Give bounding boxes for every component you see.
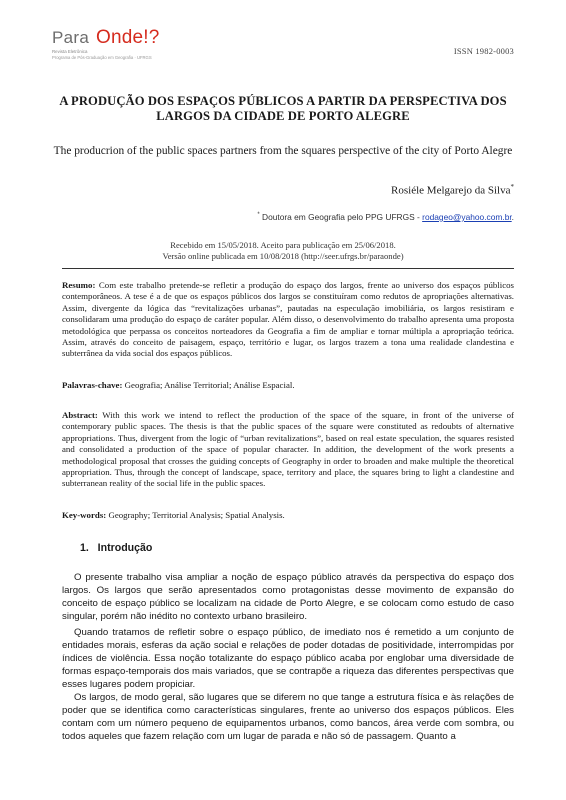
resumo-text: Com este trabalho pretende-se refletir a produção do espaço dos largos, frente ao universo dos espaços públicos contemporâneos. A tese é a de que os espaços públicos dos largos se constituíram como redutos de apropriações alternativas. Assim, divergente da lógica das “revitalizações urbanas”, pautadas na especulação imobiliária, os largos resistiram e consolidaram uma produção do espaço de caráter popular. Além disso, o desenvolvimento do trabalho apresenta uma proposta metodológica que perpassa os conceitos norteadores da Geografia a fim de ampliar e tornar múltipla a apropriação teórica. Assim, através do conceito de paisagem, espaço, território e lugar, os largos trazem a tona uma realidade clandestina e subterrânea da vida social dos espaços públicos. xyxy=(62,280,514,359)
article-title: A PRODUÇÃO DOS ESPAÇOS PÚBLICOS A PARTIR DA PERSPECTIVA DOS LARGOS DA CIDADE DE PORTO ALEGRE xyxy=(59,94,507,123)
author-footnote-mark: * xyxy=(510,183,514,191)
logo-program: Programa de Pós-Graduação em Geografia · UFRGS xyxy=(52,55,152,60)
online-version-line: Versão online publicada em 10/08/2018 (http://seer.ufrgs.br/paraonde) xyxy=(162,251,404,261)
key-words-text: Geography; Territorial Analysis; Spatial Analysis. xyxy=(108,510,285,520)
article-subtitle: The producrion of the public spaces partners from the squares perspective of the city of Porto Alegre xyxy=(53,145,513,157)
abstract-label: Abstract: xyxy=(62,410,98,420)
separator-rule xyxy=(62,268,514,269)
logo-subtitle: Revista Eletrônica xyxy=(52,49,88,54)
body-paragraph: Os largos, de modo geral, são lugares que se diferem no que tange a estrutura física e às relações de poder que se identifica como características singulares, frente ao universo dos espaços públicos. Eles contam com um número pequeno de equipamentos urbanos, como bancos, área verde com sombra, ou todos aqueles que fazem relação com um lugar de parada e não só de passagem. Quanto a xyxy=(62,692,514,743)
affiliation-mark: * xyxy=(257,212,260,219)
logo-para-text: Para xyxy=(52,28,90,47)
key-words xyxy=(62,510,514,521)
author-name-text: Rosiéle Melgarejo da Silva xyxy=(391,184,511,197)
journal-logo xyxy=(52,26,192,68)
received-accepted-dates: Recebido em 15/05/2018. Aceito para publicação em 25/06/2018. xyxy=(170,240,396,250)
key-words-label: Key-words: xyxy=(62,510,107,520)
issn-label: ISSN 1982-0003 xyxy=(453,46,514,56)
section-heading-introducao: 1. Introdução xyxy=(80,542,153,554)
author-email-link[interactable]: rodageo@yahoo.com.br xyxy=(422,212,512,222)
resumo-label: Resumo: xyxy=(62,280,96,290)
resumo-paragraph xyxy=(62,280,514,360)
abstract-paragraph xyxy=(62,410,514,490)
affiliation-end: . xyxy=(511,212,514,222)
logo-onde-text: Onde!? xyxy=(96,27,160,48)
publication-dates xyxy=(0,240,566,262)
body-paragraph: O presente trabalho visa ampliar a noção de espaço público através da perspectiva do espaço dos largos. Os largos que serão apresentados como protagonistas desse movimento de expansão do conceito de espaço público se localizam na cidade de Porto Alegre, e se colocam como estudo de caso singular, porém não inédito no contexto urbano brasileiro. xyxy=(62,572,514,623)
palavras-chave xyxy=(62,380,514,391)
palavras-chave-label: Palavras-chave: xyxy=(62,380,123,390)
abstract-text: With this work we intend to reflect the production of the space of the square, in front of the universe of contemporary public spaces. The thesis is that the public spaces of the square were constituted as redoubts of alternative appropriations. Thus, divergent from the logic of “urban revitalizations”, based on real estate speculation, the squares resisted and consolidated a production of the space of popular character. In addition, the development of the work presents a methodological proposal that crosses the guiding concepts of Geography in order to broaden and make multiple the theoretical appropriation. Thus, through the concept of landscape, space, territory and place, the squares bring to light a clandestine and subterranean reality of the social life in the public spaces. xyxy=(62,410,514,489)
author-name xyxy=(391,183,514,197)
affiliation-text: Doutora em Geografia pelo PPG UFRGS - xyxy=(262,212,420,222)
palavras-chave-text: Geografia; Análise Territorial; Análise Espacial. xyxy=(124,380,295,390)
author-affiliation xyxy=(257,212,514,222)
body-paragraph: Quando tratamos de refletir sobre o espaço público, de imediato nos é remetido a um conjunto de entidades morais, esferas da ação social e relações de poder dotadas de positividade, interrompidas por índices de violência. Essa noção totalizante do espaço público acaba por englobar uma diversidade de formas espaço-temporais dos mais variados, que se contrapõe a riqueza das diferentes perspectivas que esses lugares podem propiciar. xyxy=(62,627,514,691)
